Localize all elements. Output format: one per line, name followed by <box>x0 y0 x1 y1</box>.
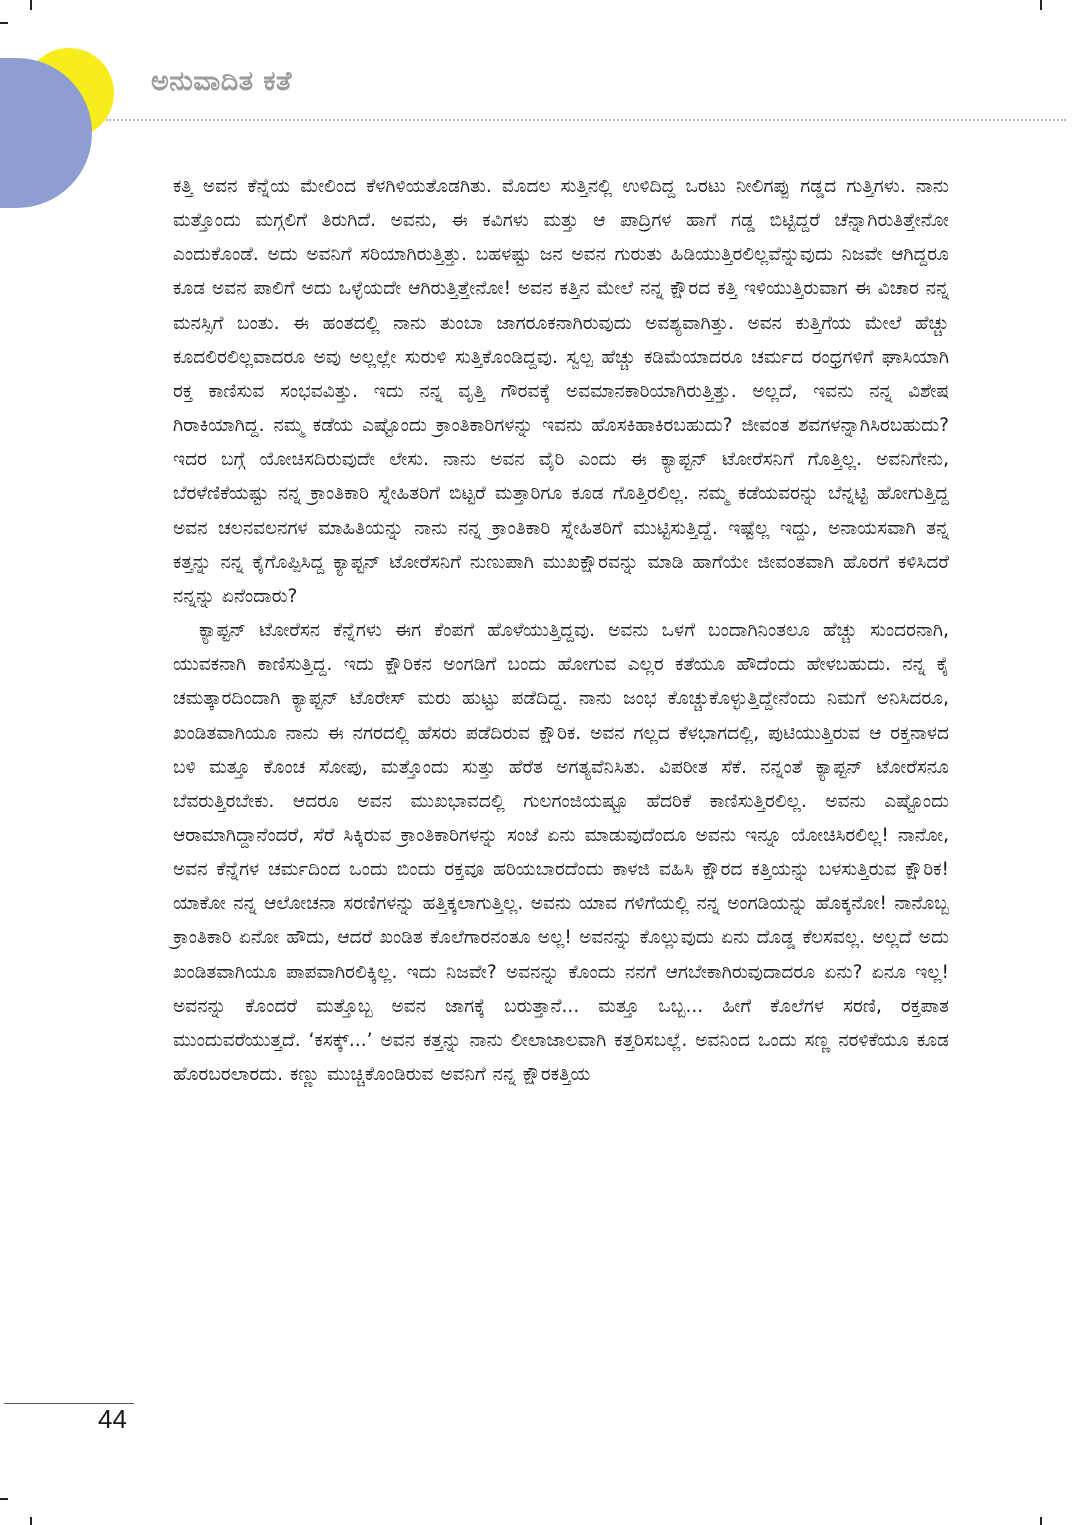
crop-mark-bottom-right <box>1040 1517 1042 1525</box>
header-dotted-divider <box>106 119 1066 121</box>
story-paragraph-2: ಕ್ಯಾಪ್ಟನ್ ಟೋರೆಸನ ಕೆನ್ನೆಗಳು ಈಗ ಕೆಂಪಗೆ ಹೊಳೆಯುತ್ತಿದ್ದವು. ಅವನು ಒಳಗೆ ಬಂದಾಗಿನಿಂತಲೂ ಹೆಚ್ಚು ಸುಂದರನಾಗಿ, ಯುವಕನಾಗಿ ಕಾಣಿಸುತ್ತಿದ್ದ. ಇದು ಕ್ಷೌರಿಕನ ಅಂಗಡಿಗೆ ಬಂದು ಹೋಗುವ ಎಲ್ಲರ ಕತೆಯೂ ಹೌದೆಂದು ಹೇಳಬಹುದು. ನನ್ನ ಕೈ ಚಮತ್ಕಾರದಿಂದಾಗಿ ಕ್ಯಾಪ್ಟನ್ ಟೊರೇಸ್ ಮರು ಹುಟ್ಟು ಪಡೆದಿದ್ದ. ನಾನು ಜಂಭ ಕೊಚ್ಚುಕೊಳ್ಳುತ್ತಿದ್ದೇನೆಂದು ನಿಮಗೆ ಅನಿಸಿದರೂ, ಖಂಡಿತವಾಗಿಯೂ ನಾನು ಈ ನಗರದಲ್ಲಿ ಹೆಸರು ಪಡೆದಿರುವ ಕ್ಷೌರಿಕ. ಅವನ ಗಲ್ಲದ ಕೆಳಭಾಗದಲ್ಲಿ, ಪುಟಿಯುತ್ತಿರುವ ಆ ರಕ್ತನಾಳದ ಬಳಿ ಮತ್ತೂ ಕೊಂಚ ಸೋಪು, ಮತ್ತೊಂದು ಸುತ್ತು ಹೆರೆತ ಅಗತ್ಯವೆನಿಸಿತು. ವಿಪರೀತ ಸೆಕೆ. ನನ್ನಂತೆ ಕ್ಯಾಪ್ಟನ್ ಟೋರೆಸನೂ ಬೆವರುತ್ತಿರಬೇಕು. ಆದರೂ ಅವನ ಮುಖಭಾವದಲ್ಲಿ ಗುಲಗಂಜಿಯಷ್ಟೂ ಹೆದರಿಕೆ ಕಾಣಿಸುತ್ತಿರಲಿಲ್ಲ. ಅವನು ಎಷ್ಟೊಂದು ಆರಾಮಾಗಿದ್ದಾನೆಂದರೆ, ಸೆರೆ ಸಿಕ್ಕಿರುವ ಕ್ರಾಂತಿಕಾರಿಗಳನ್ನು ಸಂಜೆ ಏನು ಮಾಡುವುದೆಂದೂ ಅವನು ಇನ್ನೂ ಯೋಚಿಸಿರಲಿಲ್ಲ! ನಾನೋ, ಅವನ ಕೆನ್ನೆಗಳ ಚರ್ಮದಿಂದ ಒಂದು ಬಿಂದು ರಕ್ತವೂ ಹರಿಯಬಾರದೆಂದು ಕಾಳಜಿ ವಹಿಸಿ ಕ್ಷೌರದ ಕತ್ತಿಯನ್ನು ಬಳಸುತ್ತಿರುವ ಕ್ಷೌರಿಕ! ಯಾಕೋ ನನ್ನ ಆಲೋಚನಾ ಸರಣಿಗಳನ್ನು ಹತ್ತಿಕ್ಕಲಾಗುತ್ತಿಲ್ಲ. ಅವನು ಯಾವ ಗಳಿಗೆಯಲ್ಲಿ ನನ್ನ ಅಂಗಡಿಯನ್ನು ಹೊಕ್ಕನೋ! ನಾನೊಬ್ಬ ಕ್ರಾಂತಿಕಾರಿ ಏನೋ ಹೌದು, ಆದರೆ ಖಂಡಿತ ಕೊಲೆಗಾರನಂತೂ ಅಲ್ಲ! ಅವನನ್ನು ಕೊಲ್ಲುವುದು ಏನು ದೊಡ್ಡ ಕೆಲಸವಲ್ಲ. ಅಲ್ಲದೆ ಅದು ಖಂಡಿತವಾಗಿಯೂ ಪಾಪವಾಗಿರಲಿಕ್ಕಿಲ್ಲ. ಇದು ನಿಜವೇ? ಅವನನ್ನು ಕೊಂದು ನನಗೆ ಆಗಬೇಕಾಗಿರುವುದಾದರೂ ಏನು? ಏನೂ ಇಲ್ಲ! ಅವನನ್ನು ಕೊಂದರೆ ಮತ್ತೊಬ್ಬ ಅವನ ಜಾಗಕ್ಕೆ ಬರುತ್ತಾನೆ... ಮತ್ತೂ ಒಬ್ಬ... ಹೀಗೆ ಕೊಲೆಗಳ ಸರಣಿ, ರಕ್ತಪಾತ ಮುಂದುವರೆಯುತ್ತದೆ. ‘ಕಸಕ್ಕ್...’ ಅವನ ಕತ್ತನ್ನು ನಾನು ಲೀಲಾಜಾಲವಾಗಿ ಕತ್ತರಿಸಬಲ್ಲೆ. ಅವನಿಂದ ಒಂದು ಸಣ್ಣ ನರಳಿಕೆಯೂ ಕೂಡ ಹೊರಬರಲಾರದು. ಕಣ್ಣು ಮುಚ್ಚಿಕೊಂಡಿರುವ ಅವನಿಗೆ ನನ್ನ ಕ್ಷೌರಕತ್ತಿಯ <box>173 620 949 1086</box>
page-number: 44 <box>98 1404 127 1434</box>
crop-mark-left-top <box>0 22 8 24</box>
crop-mark-top-left <box>30 0 32 10</box>
story-paragraph-1: ಕತ್ತಿ ಅವನ ಕೆನ್ನೆಯ ಮೇಲಿಂದ ಕೆಳಗಿಳಿಯತೊಡಗಿತು. ಮೊದಲ ಸುತ್ತಿನಲ್ಲಿ ಉಳಿದಿದ್ದ ಒರಟು ನೀಲಿಗಪ್ಪು ಗಡ್ಡದ ಗುತ್ತಿಗಳು. ನಾನು ಮತ್ತೊಂದು ಮಗ್ಗಲಿಗೆ ತಿರುಗಿದೆ. ಅವನು, ಈ ಕವಿಗಳು ಮತ್ತು ಆ ಪಾದ್ರಿಗಳ ಹಾಗೆ ಗಡ್ಡ ಬಿಟ್ಟಿದ್ದರೆ ಚೆನ್ನಾಗಿರುತಿತ್ತೇನೋ ಎಂದುಕೊಂಡೆ. ಅದು ಅವನಿಗೆ ಸರಿಯಾಗಿರುತ್ತಿತ್ತು. ಬಹಳಷ್ಟು ಜನ ಅವನ ಗುರುತು ಹಿಡಿಯುತ್ತಿರಲಿಲ್ಲವೆನ್ನುವುದು ನಿಜವೇ ಆಗಿದ್ದರೂ ಕೂಡ ಅವನ ಪಾಲಿಗೆ ಅದು ಒಳ್ಳೆಯದೇ ಆಗಿರುತ್ತಿತ್ತೇನೋ! ಅವನ ಕತ್ತಿನ ಮೇಲೆ ನನ್ನ ಕ್ಷೌರದ ಕತ್ತಿ ಇಳಿಯುತ್ತಿರುವಾಗ ಈ ವಿಚಾರ ನನ್ನ ಮನಸ್ಸಿಗೆ ಬಂತು. ಈ ಹಂತದಲ್ಲಿ ನಾನು ತುಂಬಾ ಜಾಗರೂಕನಾಗಿರುವುದು ಅವಶ್ಯವಾಗಿತ್ತು. ಅವನ ಕುತ್ತಿಗೆಯ ಮೇಲೆ ಹೆಚ್ಚು ಕೂದಲಿರಲಿಲ್ಲವಾದರೂ ಅವು ಅಲ್ಲಲ್ಲೇ ಸುರುಳಿ ಸುತ್ತಿಕೊಂಡಿದ್ದವು. ಸ್ವಲ್ಪ ಹೆಚ್ಚು ಕಡಿಮೆಯಾದರೂ ಚರ್ಮದ ರಂಧ್ರಗಳಿಗೆ ಘಾಸಿಯಾಗಿ ರಕ್ತ ಕಾಣಿಸುವ ಸಂಭವವಿತ್ತು. ಇದು ನನ್ನ ವೃತ್ತಿ ಗೌರವಕ್ಕೆ ಅವಮಾನಕಾರಿಯಾಗಿರುತ್ತಿತ್ತು. ಅಲ್ಲದೆ, ಇವನು ನನ್ನ ವಿಶೇಷ ಗಿರಾಕಿಯಾಗಿದ್ದ. ನಮ್ಮ ಕಡೆಯ ಎಷ್ಟೊಂದು ಕ್ರಾಂತಿಕಾರಿಗಳನ್ನು ಇವನು ಹೊಸಕಿಹಾಕಿರಬಹುದು? ಜೀವಂತ ಶವಗಳನ್ನಾಗಿಸಿರಬಹುದು? ಇದರ ಬಗ್ಗೆ ಯೋಚಿಸದಿರುವುದೇ ಲೇಸು. ನಾನು ಅವನ ವೈರಿ ಎಂದು ಈ ಕ್ಯಾಪ್ಟನ್ ಟೋರೆಸನಿಗೆ ಗೊತ್ತಿಲ್ಲ. ಅವನಿಗೇನು, ಬೆರಳೆಣಿಕೆಯಷ್ಟು ನನ್ನ ಕ್ರಾಂತಿಕಾರಿ ಸ್ನೇಹಿತರಿಗೆ ಬಿಟ್ಟರೆ ಮತ್ತಾರಿಗೂ ಕೂಡ ಗೊತ್ತಿರಲಿಲ್ಲ. ನಮ್ಮ ಕಡೆಯವರನ್ನು ಬೆನ್ನಟ್ಟಿ ಹೋಗುತ್ತಿದ್ದ ಅವನ ಚಲನವಲನಗಳ ಮಾಹಿತಿಯನ್ನು ನಾನು ನನ್ನ ಕ್ರಾಂತಿಕಾರಿ ಸ್ನೇಹಿತರಿಗೆ ಮುಟ್ಟಿಸುತ್ತಿದ್ದೆ. ಇಷ್ಟೆಲ್ಲ ಇದ್ದು, ಅನಾಯಸವಾಗಿ ತನ್ನ ಕತ್ತನ್ನು ನನ್ನ ಕೈಗೊಪ್ಪಿಸಿದ್ದ ಕ್ಯಾಪ್ಟನ್ ಟೋರೆಸನಿಗೆ ನುಣುಪಾಗಿ ಮುಖಕ್ಷೌರವನ್ನು ಮಾಡಿ ಹಾಗೆಯೇ ಜೀವಂತವಾಗಿ ಹೊರಗೆ ಕಳಿಸಿದರೆ ನನ್ನನ್ನು ಏನೆಂದಾರು? <box>173 176 949 607</box>
crop-mark-left-bottom <box>0 1498 8 1500</box>
section-title: ಅನುವಾದಿತ ಕತೆ <box>151 66 292 97</box>
crop-mark-top-right <box>1040 0 1042 10</box>
crop-mark-bottom-left <box>30 1517 32 1525</box>
story-body <box>173 170 949 1092</box>
